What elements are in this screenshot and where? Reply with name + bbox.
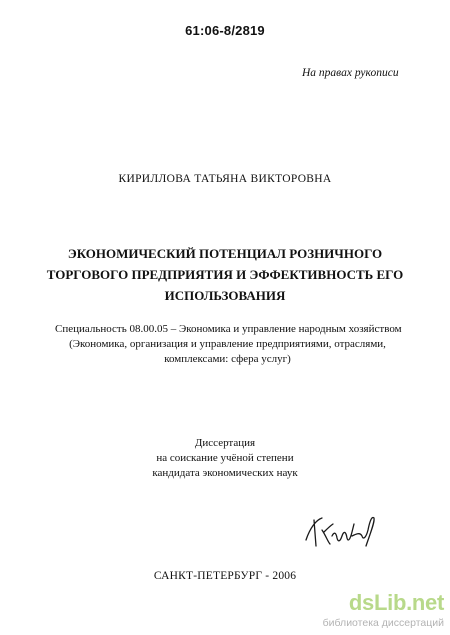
watermark-caption: библиотека диссертаций xyxy=(322,617,444,629)
specialty-line: комплексами: сфера услуг) xyxy=(164,353,291,365)
catalog-number: 61:06-8/2819 xyxy=(185,23,265,38)
signature-drawing xyxy=(300,506,380,556)
title-line: ТОРГОВОГО ПРЕДПРИЯТИЯ И ЭФФЕКТИВНОСТЬ ЕГО xyxy=(46,267,404,282)
specialty-block xyxy=(55,322,400,367)
specialty-line: Специальность 08.00.05 – Экономика и управление народным хозяйством xyxy=(55,323,402,335)
degree-line: на соискание учёной степени xyxy=(156,452,294,464)
dissertation-title xyxy=(40,243,410,306)
degree-block xyxy=(100,436,350,481)
title-line: ЭКОНОМИЧЕСКИЙ ПОТЕНЦИАЛ РОЗНИЧНОГО xyxy=(67,246,383,261)
specialty-line: (Экономика, организация и управление предприятиями, отраслями, xyxy=(69,338,386,350)
degree-line: кандидата экономических наук xyxy=(152,467,298,479)
dslib-watermark xyxy=(314,590,450,635)
title-line: ИСПОЛЬЗОВАНИЯ xyxy=(164,288,286,303)
author-name: КИРИЛЛОВА ТАТЬЯНА ВИКТОРОВНА xyxy=(118,173,332,185)
watermark-logo: dsLib.net xyxy=(348,590,444,615)
degree-line: Диссертация xyxy=(194,437,256,449)
manuscript-note: На правах рукописи xyxy=(302,67,399,79)
handwritten-signature xyxy=(300,506,380,556)
city-year: САНКТ-ПЕТЕРБУРГ - 2006 xyxy=(153,570,297,582)
